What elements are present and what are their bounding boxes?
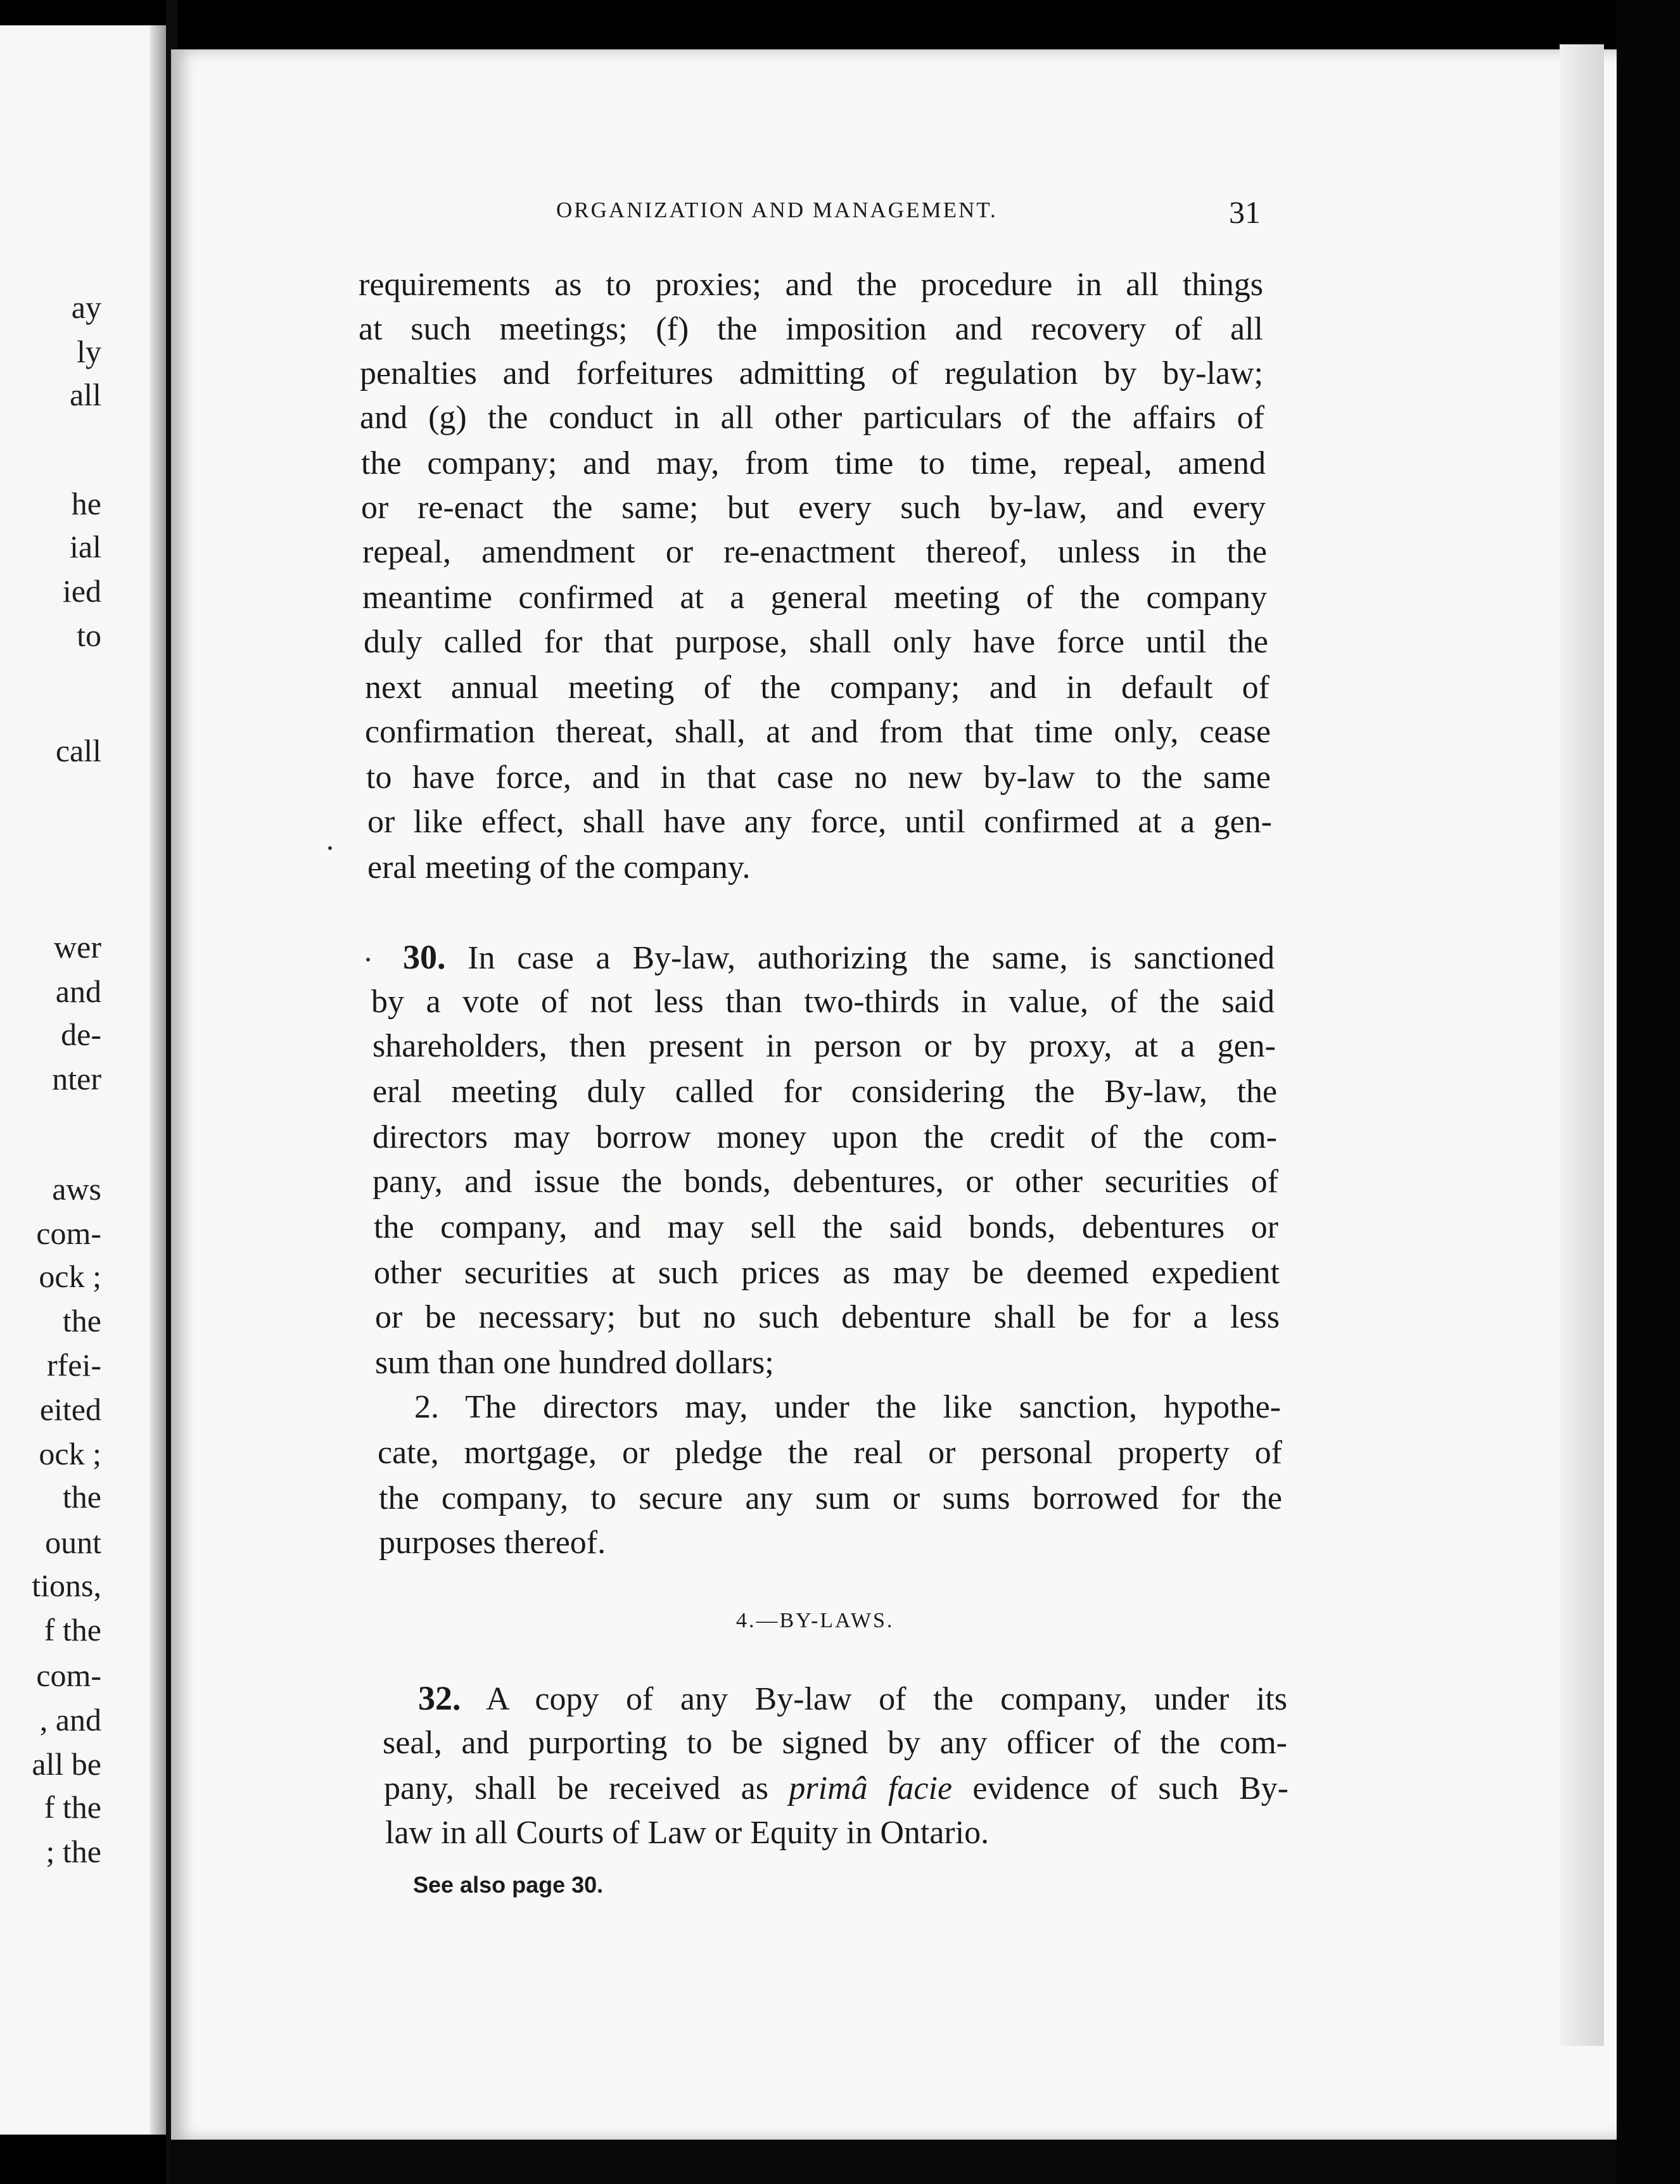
facing-page-fragment: wer bbox=[54, 929, 101, 965]
section-heading: 4.—BY-LAWS. bbox=[736, 1609, 894, 1632]
facing-page-fragment: ock ; bbox=[39, 1436, 101, 1471]
facing-page-fragment: de- bbox=[61, 1017, 101, 1052]
facing-page-fragment: ount bbox=[45, 1525, 101, 1560]
facing-page-fragment: , and bbox=[39, 1702, 101, 1737]
text-line: the company, to secure any sum or sums borrowed for the bbox=[379, 1480, 1282, 1516]
facing-page-fragment: tions, bbox=[32, 1568, 101, 1603]
subsection-2-first-line: 2. The directors may, under the like sanction, hypothe- bbox=[414, 1389, 1281, 1425]
facing-page-fragment: the bbox=[62, 1303, 101, 1338]
facing-page-fragment: he bbox=[71, 486, 101, 521]
section-30-first-line: 30. In case a By-law, authorizing the same, is sanctioned bbox=[403, 938, 1275, 976]
facing-page-fragment: com- bbox=[36, 1216, 101, 1251]
facing-page-fragment: ay bbox=[71, 289, 101, 325]
facing-page-fragment: nter bbox=[52, 1061, 101, 1096]
page-fold bbox=[150, 25, 166, 2135]
scan-border-right bbox=[1617, 0, 1680, 2184]
ink-speck bbox=[366, 958, 370, 962]
facing-page-fragment: and bbox=[55, 974, 101, 1009]
text-line: and (g) the conduct in all other particulars of the affairs of bbox=[360, 400, 1264, 436]
text-line: pany, and issue the bonds, debentures, or other securities of bbox=[372, 1164, 1278, 1200]
text-line: seal, and purporting to be signed by any officer of the com- bbox=[383, 1725, 1287, 1761]
text-line: by a vote of not less than two-thirds in value, of the said bbox=[371, 984, 1275, 1020]
text-line: or re-enact the same; but every such by-law, and every bbox=[361, 490, 1266, 526]
text-line: pany, shall be received as primâ facie evidence of such By- bbox=[384, 1770, 1289, 1806]
text-line: other securities at such prices as may be deemed expedient bbox=[374, 1255, 1280, 1291]
text-line: confirmation thereat, shall, at and from that time only, cease bbox=[365, 714, 1271, 750]
facing-page-fragment: to bbox=[77, 618, 101, 653]
facing-page-fragment: eited bbox=[39, 1392, 101, 1427]
facing-page-fragment: call bbox=[55, 733, 101, 768]
facing-page-fragment: ial bbox=[70, 529, 101, 564]
cross-reference-note: See also page 30. bbox=[413, 1872, 604, 1898]
text-line: next annual meeting of the company; and in default of bbox=[365, 670, 1270, 706]
text-line: sum than one hundred dollars; bbox=[375, 1345, 774, 1381]
text-line: the company, and may sell the said bonds, debentures or bbox=[374, 1209, 1278, 1245]
section-number: 32. bbox=[418, 1679, 461, 1717]
text-line: eral meeting duly called for considering the By-law, the bbox=[372, 1074, 1277, 1110]
scan-border-bottom bbox=[171, 2141, 1617, 2184]
text-line: directors may borrow money upon the credit of the com- bbox=[372, 1119, 1277, 1155]
facing-page-fragment: ied bbox=[62, 573, 101, 609]
ink-speck bbox=[328, 846, 332, 850]
text-line: requirements as to proxies; and the procedure in all things bbox=[359, 267, 1263, 303]
facing-page-fragment: f the bbox=[44, 1612, 101, 1648]
section-32-first-line: 32. A copy of any By-law of the company, under its bbox=[418, 1679, 1287, 1717]
text-line: purposes thereof. bbox=[379, 1525, 606, 1561]
facing-page-fragment: rfei- bbox=[46, 1347, 101, 1383]
text-line: cate, mortgage, or pledge the real or personal property of bbox=[378, 1435, 1282, 1471]
facing-page bbox=[0, 25, 166, 2135]
facing-page-fragment: aws bbox=[52, 1171, 101, 1207]
text-line: or like effect, shall have any force, until confirmed at a gen- bbox=[367, 804, 1272, 840]
facing-page-fragment: the bbox=[62, 1479, 101, 1514]
page-edge bbox=[1560, 44, 1604, 2046]
facing-page-fragment: com- bbox=[36, 1658, 101, 1693]
text-line: to have force, and in that case no new by-law to the same bbox=[366, 759, 1271, 796]
section-number: 30. bbox=[403, 938, 446, 976]
facing-page-fragment: f the bbox=[44, 1789, 101, 1825]
facing-page-fragment: all bbox=[70, 377, 101, 412]
text-line: law in all Courts of Law or Equity in Ontario. bbox=[385, 1815, 990, 1851]
text-line: at such meetings; (f) the imposition and recovery of all bbox=[359, 311, 1263, 347]
text-line: the company; and may, from time to time, repeal, amend bbox=[361, 445, 1266, 481]
facing-page-fragment: ly bbox=[77, 334, 101, 369]
running-title: ORGANIZATION AND MANAGEMENT. bbox=[556, 198, 998, 222]
text-line: penalties and forfeitures admitting of regulation by by-law; bbox=[360, 355, 1263, 391]
page-number: 31 bbox=[1229, 194, 1261, 230]
text-line: repeal, amendment or re-enactment thereof, unless in the bbox=[362, 534, 1267, 570]
text-line: shareholders, then present in person or by proxy, at a gen- bbox=[372, 1028, 1276, 1064]
facing-page-fragment: ; the bbox=[46, 1834, 101, 1869]
text-line: or be necessary; but no such debenture shall be for a less bbox=[375, 1299, 1280, 1335]
text-line: eral meeting of the company. bbox=[367, 849, 751, 886]
text-line: meantime confirmed at a general meeting of the company bbox=[362, 580, 1267, 616]
text-line: duly called for that purpose, shall only have force until the bbox=[364, 624, 1268, 660]
facing-page-fragment: all be bbox=[32, 1746, 101, 1782]
facing-page-fragment: ock ; bbox=[39, 1259, 101, 1294]
